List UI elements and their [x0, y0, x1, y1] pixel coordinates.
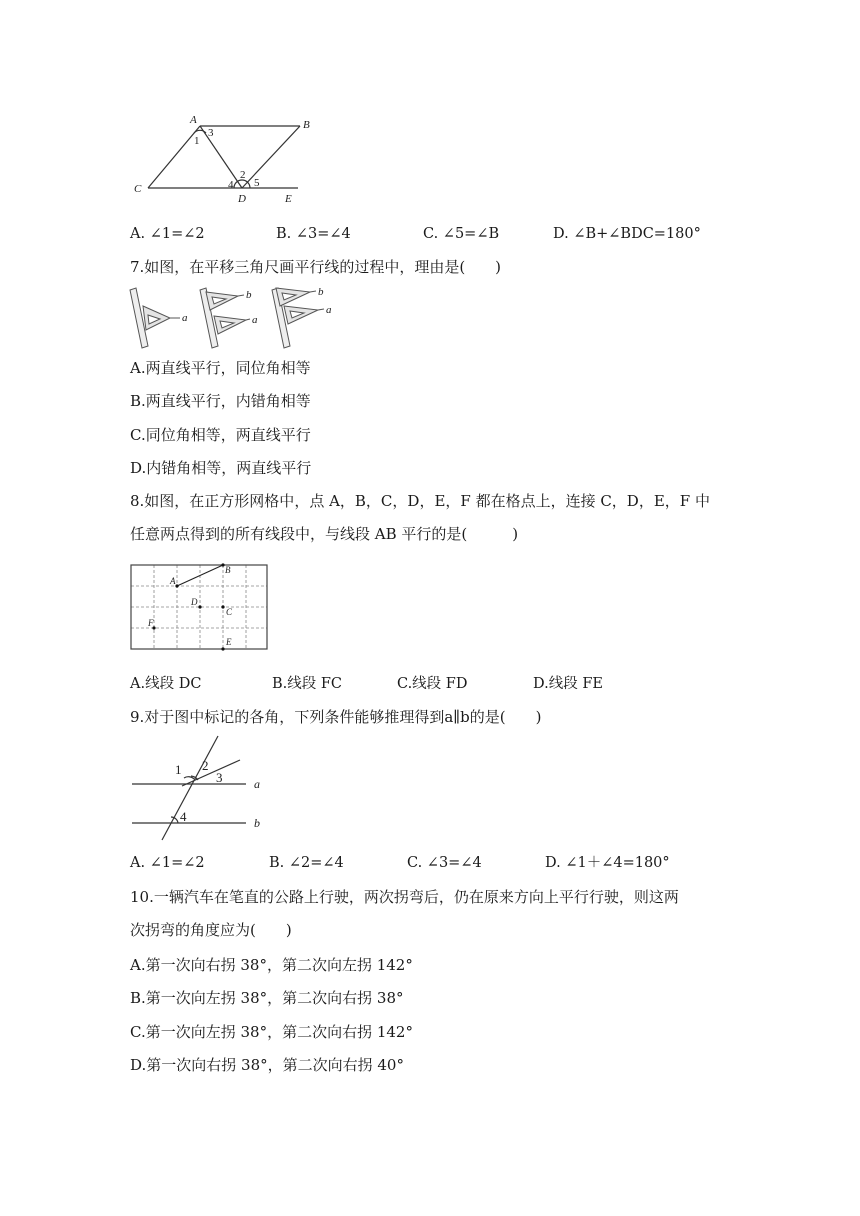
- q8-stem-line1: 8.如图，在正方形网格中，点 A，B，C，D，E，F 都在格点上，连接 C，D，E，F 中: [130, 492, 710, 510]
- q7-option-a: A.两直线平行，同位角相等: [130, 359, 311, 377]
- point-A: [175, 584, 178, 587]
- label-E: E: [285, 193, 292, 205]
- angle-label-4: 4: [228, 179, 234, 191]
- q7-figure: [126, 284, 346, 350]
- angle-label-2: 2: [240, 169, 246, 181]
- point-D: [198, 605, 201, 608]
- label-b: b: [254, 816, 260, 830]
- q6-option-a: A. ∠1=∠2: [130, 226, 205, 242]
- q7-option-c: C.同位角相等，两直线平行: [130, 426, 311, 444]
- label-B: B: [303, 119, 310, 131]
- angle-label-3: 3: [216, 770, 223, 785]
- angle-arc-top: [184, 777, 194, 779]
- transversal-shallow: [182, 760, 240, 786]
- q8-option-b: B.线段 FC: [272, 676, 343, 692]
- set-square-icon: [276, 288, 310, 306]
- angle-label-4: 4: [180, 809, 187, 824]
- q6-figure: [128, 112, 318, 208]
- label-a: a: [326, 304, 332, 316]
- segment-BD: [242, 126, 300, 188]
- label-b: b: [246, 289, 252, 301]
- angle-label-1: 1: [175, 762, 182, 777]
- q9-stem: 9.对于图中标记的各角，下列条件能够推理得到a∥b的是( ): [130, 708, 542, 726]
- q10-stem-line1: 10.一辆汽车在笔直的公路上行驶，两次拐弯后，仍在原来方向上平行行驶，则这两: [130, 888, 679, 906]
- q10-option-b: B.第一次向左拐 38°，第二次向右拐 38°: [130, 989, 404, 1007]
- label-C: C: [226, 607, 233, 617]
- label-A: A: [170, 576, 176, 586]
- q6-option-c: C. ∠5=∠B: [423, 226, 500, 242]
- q8-option-a: A.线段 DC: [130, 676, 202, 692]
- q8-grid-figure: [129, 563, 269, 653]
- segment-AC: [148, 126, 200, 188]
- label-B: B: [225, 565, 231, 575]
- label-a: a: [254, 777, 260, 791]
- q9-option-c: C. ∠3=∠4: [407, 855, 482, 871]
- q10-option-d: D.第一次向右拐 38°，第二次向右拐 40°: [130, 1056, 404, 1074]
- q7-option-d: D.内错角相等，两直线平行: [130, 459, 312, 477]
- q10-option-c: C.第一次向左拐 38°，第二次向右拐 142°: [130, 1023, 413, 1041]
- segment-AD: [200, 126, 242, 188]
- q8-option-c: C.线段 FD: [397, 676, 468, 692]
- set-square-icon: [284, 306, 318, 324]
- angle-label-3: 3: [208, 127, 214, 139]
- label-a: a: [182, 312, 188, 324]
- q9-option-a: A. ∠1=∠2: [130, 855, 205, 871]
- q9-figure: [128, 734, 268, 842]
- label-b: b: [318, 286, 324, 298]
- point-E: [221, 647, 224, 650]
- angle-label-2: 2: [202, 758, 209, 773]
- label-F: F: [148, 618, 154, 628]
- q8-option-d: D.线段 FE: [533, 676, 603, 692]
- label-C: C: [134, 183, 142, 195]
- label-D: D: [238, 193, 246, 205]
- point-C: [221, 605, 224, 608]
- q8-stem-line2: 任意两点得到的所有线段中，与线段 AB 平行的是( ): [130, 525, 519, 543]
- label-A: A: [190, 114, 197, 126]
- transversal-steep: [162, 736, 218, 840]
- angle-label-5: 5: [254, 177, 260, 189]
- label-E: E: [226, 637, 232, 647]
- angle-label-1: 1: [194, 135, 200, 147]
- q7-option-b: B.两直线平行，内错角相等: [130, 392, 311, 410]
- label-D: D: [191, 597, 198, 607]
- label-a: a: [252, 314, 258, 326]
- q9-option-b: B. ∠2=∠4: [269, 855, 344, 871]
- q6-option-d: D. ∠B+∠BDC=180°: [553, 226, 701, 242]
- q9-option-d: D. ∠1＋∠4=180°: [545, 855, 670, 871]
- q10-stem-line2: 次拐弯的角度应为( ): [130, 921, 292, 939]
- q6-option-b: B. ∠3=∠4: [276, 226, 351, 242]
- q10-option-a: A.第一次向右拐 38°，第二次向左拐 142°: [130, 956, 413, 974]
- q7-stem: 7.如图，在平移三角尺画平行线的过程中，理由是( ): [130, 258, 502, 276]
